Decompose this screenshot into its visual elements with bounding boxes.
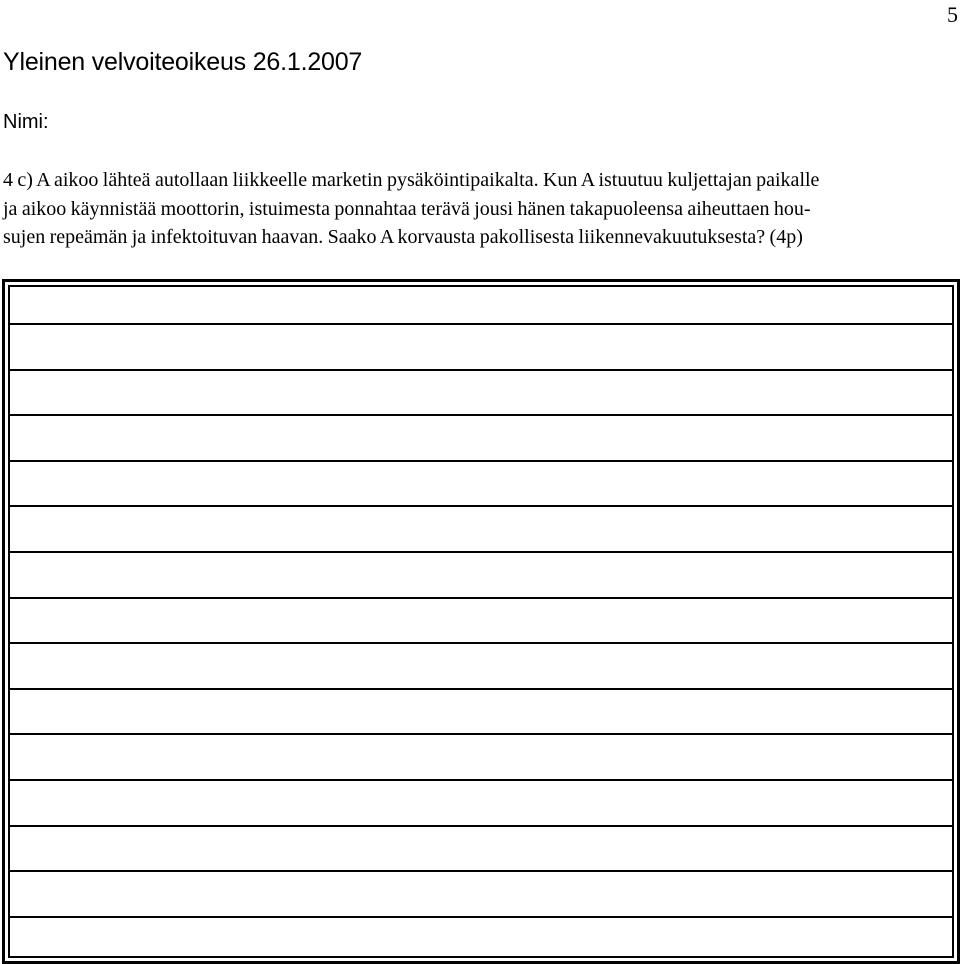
answer-ruled-line [10, 642, 952, 644]
answer-box-inner-frame [8, 285, 954, 958]
exam-title: Yleinen velvoiteoikeus 26.1.2007 [3, 48, 363, 76]
answer-ruled-line [10, 323, 952, 325]
answer-ruled-line [10, 505, 952, 507]
answer-ruled-line [10, 369, 952, 371]
question-line: 4 c) A aikoo lähteä autollaan liikkeelle marketin pysäköintipaikalta. Kun A istuutuu kuljettajan paikalle [3, 169, 820, 191]
answer-ruled-line [10, 688, 952, 690]
answer-ruled-line [10, 414, 952, 416]
page-number: 5 [947, 2, 958, 27]
question-line: sujen repeämän ja infektoituvan haavan. Saako A korvausta pakollisesta liikennevakuutuksesta? (4p) [3, 226, 803, 248]
question-text [3, 166, 957, 252]
answer-ruled-line [10, 825, 952, 827]
answer-ruled-line [10, 870, 952, 872]
answer-ruled-line [10, 779, 952, 781]
question-line: ja aikoo käynnistää moottorin, istuimesta ponnahtaa terävä jousi hänen takapuoleensa aiheuttaen hou- [3, 197, 811, 220]
answer-ruled-line [10, 597, 952, 599]
answer-ruled-line [10, 733, 952, 735]
answer-ruled-line [10, 551, 952, 553]
name-label: Nimi: [3, 111, 49, 133]
answer-ruled-line [10, 916, 952, 918]
answer-ruled-line [10, 460, 952, 462]
answer-box[interactable] [2, 279, 960, 964]
